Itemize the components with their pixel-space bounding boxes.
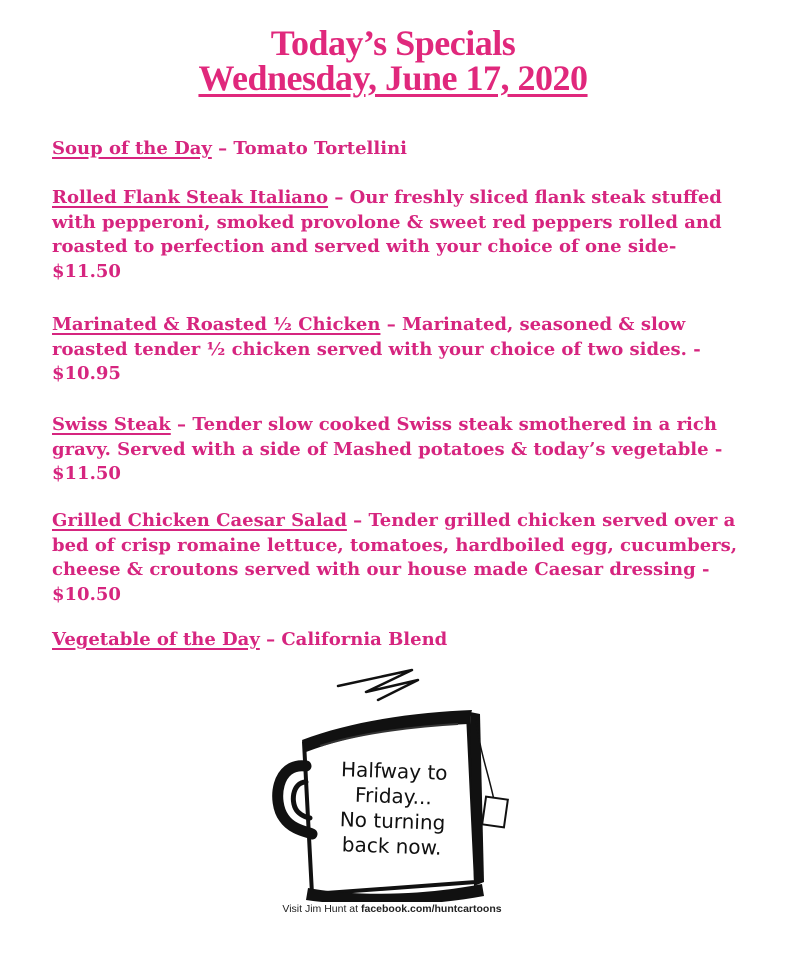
menu-item-name: Soup of the Day	[52, 138, 212, 159]
menu-item-name: Vegetable of the Day	[52, 629, 260, 650]
mug-caption	[332, 757, 453, 861]
menu-item-swiss-steak	[52, 413, 742, 487]
menu-item-description: – Marinated, seasoned & slow roasted tender ½ chicken served with your choice of two sides. - $10.95	[52, 314, 701, 384]
menu-item-description: – Our freshly sliced flank steak stuffed with pepperoni, smoked provolone & sweet red peppers rolled and roasted to perfection and served with your choice of one side- $11.50	[52, 187, 722, 282]
credit-link[interactable]: facebook.com/huntcartoons	[360, 903, 502, 915]
mug-line: back now.	[341, 832, 442, 860]
menu-item-vegetable	[52, 628, 742, 653]
page-date: Wednesday, June 17, 2020	[198, 58, 588, 98]
page-title: Today’s Specials	[270, 23, 516, 63]
menu-item-soup	[52, 137, 742, 162]
menu-item-description: – Tomato Tortellini	[211, 138, 407, 159]
mug-line: Friday...	[354, 782, 433, 810]
menu-item-name: Marinated & Roasted ½ Chicken	[52, 314, 381, 335]
menu-item-chicken	[52, 313, 742, 387]
menu-item-name: Grilled Chicken Caesar Salad	[52, 510, 347, 531]
mug-cartoon	[262, 662, 522, 924]
mug-line: Halfway to	[340, 757, 448, 785]
menu-item-description: – California Blend	[259, 629, 448, 650]
menu-item-name: Rolled Flank Steak Italiano	[52, 187, 329, 208]
menu-item-name: Swiss Steak	[52, 414, 171, 435]
menu-item-caesar-salad	[52, 509, 742, 607]
cartoon-credit	[262, 903, 522, 915]
mug-line: No turning	[339, 807, 446, 835]
menu-item-description: – Tender slow cooked Swiss steak smothered in a rich gravy. Served with a side of Mashed potatoes & today’s vegetable - $11.50	[52, 414, 723, 484]
credit-text: Visit Jim Hunt at	[282, 903, 361, 915]
menu-item-flank-steak	[52, 186, 742, 284]
menu-item-description: – Tender grilled chicken served over a bed of crisp romaine lettuce, tomatoes, hardboiled egg, cucumbers, cheese & croutons served with our house made Caesar dressing - $10.50	[52, 510, 738, 605]
